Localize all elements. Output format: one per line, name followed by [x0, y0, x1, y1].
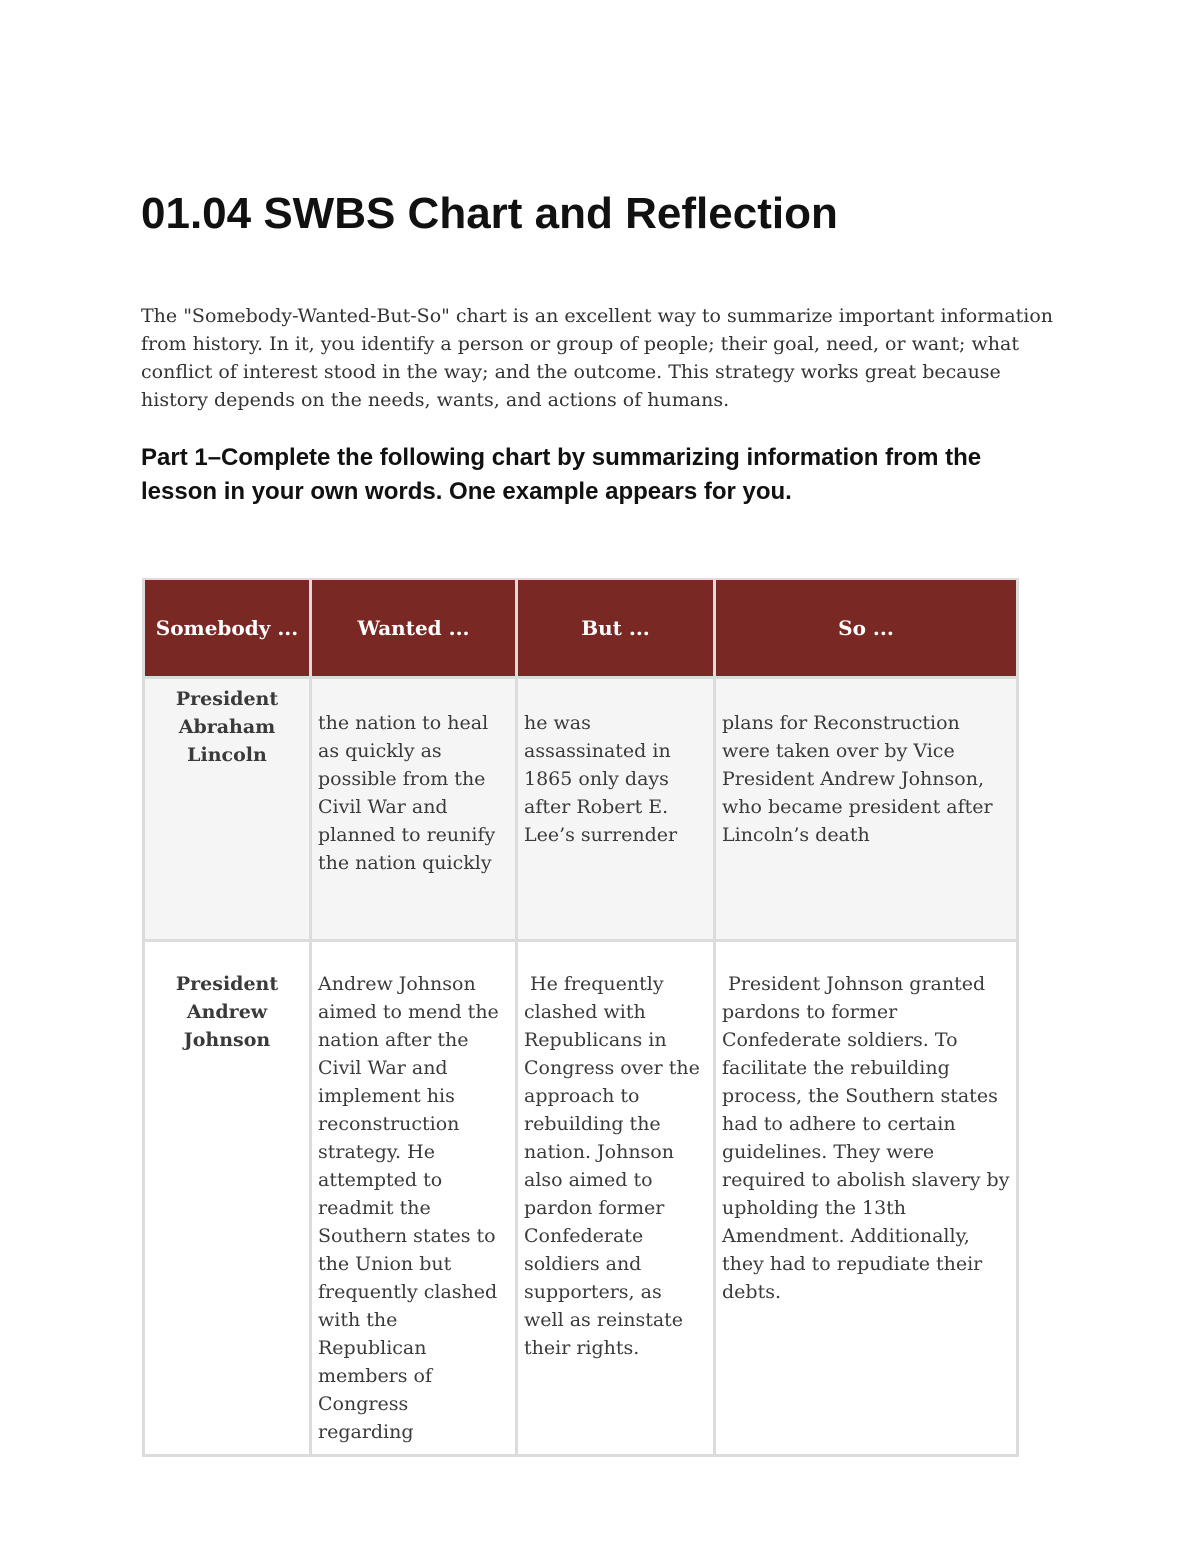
table-row: [144, 678, 1018, 941]
cell-so[interactable]: [715, 941, 1018, 1456]
intro-paragraph: The "Somebody-Wanted-But-So" chart is an excellent way to summarize important information from history. In it, you identify a person or group of people; their goal, need, or want; what conflict of interest stood in the way; and the outcome. This strategy works great because history depends on the needs, wants, and actions of humans.: [141, 305, 1054, 411]
cell-wanted[interactable]: [311, 678, 517, 941]
table-row: [144, 941, 1018, 1456]
cell-but-text: He frequently clashed with Republicans in Congress over the approach to rebuilding the nation. Johnson also aimed to pardon former Confederate soldiers and supporters, as well as reinstate their rights.: [524, 973, 706, 1359]
header-wanted: Wanted ...: [311, 579, 517, 678]
cell-wanted-text: Andrew Johnson aimed to mend the nation after the Civil War and implement his reconstruction strategy. He attempted to readmit the Southern states to the Union but frequently clashed with the Republican members of Congress regarding: [318, 973, 505, 1443]
cell-somebody: President Abraham Lincoln: [144, 678, 311, 941]
cell-so[interactable]: [715, 678, 1018, 941]
header-but: But ...: [517, 579, 715, 678]
cell-but[interactable]: [517, 941, 715, 1456]
table-header-row: [144, 579, 1018, 678]
cell-but[interactable]: [517, 678, 715, 941]
page-title: 01.04 SWBS Chart and Reflection: [141, 189, 838, 238]
cell-but-text: he was assassinated in 1865 only days after Robert E. Lee’s surrender: [524, 712, 678, 846]
cell-somebody: President Andrew Johnson: [144, 941, 311, 1456]
cell-wanted[interactable]: [311, 941, 517, 1456]
cell-so-text: President Johnson granted pardons to former Confederate soldiers. To facilitate the rebuilding process, the Southern states had to adhere to certain guidelines. They were required to abolish slavery by upholding the 13th Amendment. Additionally, they had to repudiate their debts.: [722, 973, 1016, 1303]
swbs-chart-table: [142, 578, 1019, 1457]
cell-so-text: plans for Reconstruction were taken over by Vice President Andrew Johnson, who became president after Lincoln’s death: [722, 712, 999, 846]
cell-wanted-text: the nation to heal as quickly as possible from the Civil War and planned to reunify the nation quickly: [318, 712, 502, 874]
part-1-heading: Part 1–Complete the following chart by summarizing information from the lesson in your own words. One example appears for you.: [141, 444, 982, 505]
header-somebody: Somebody ...: [144, 579, 311, 678]
header-so: So ...: [715, 579, 1018, 678]
